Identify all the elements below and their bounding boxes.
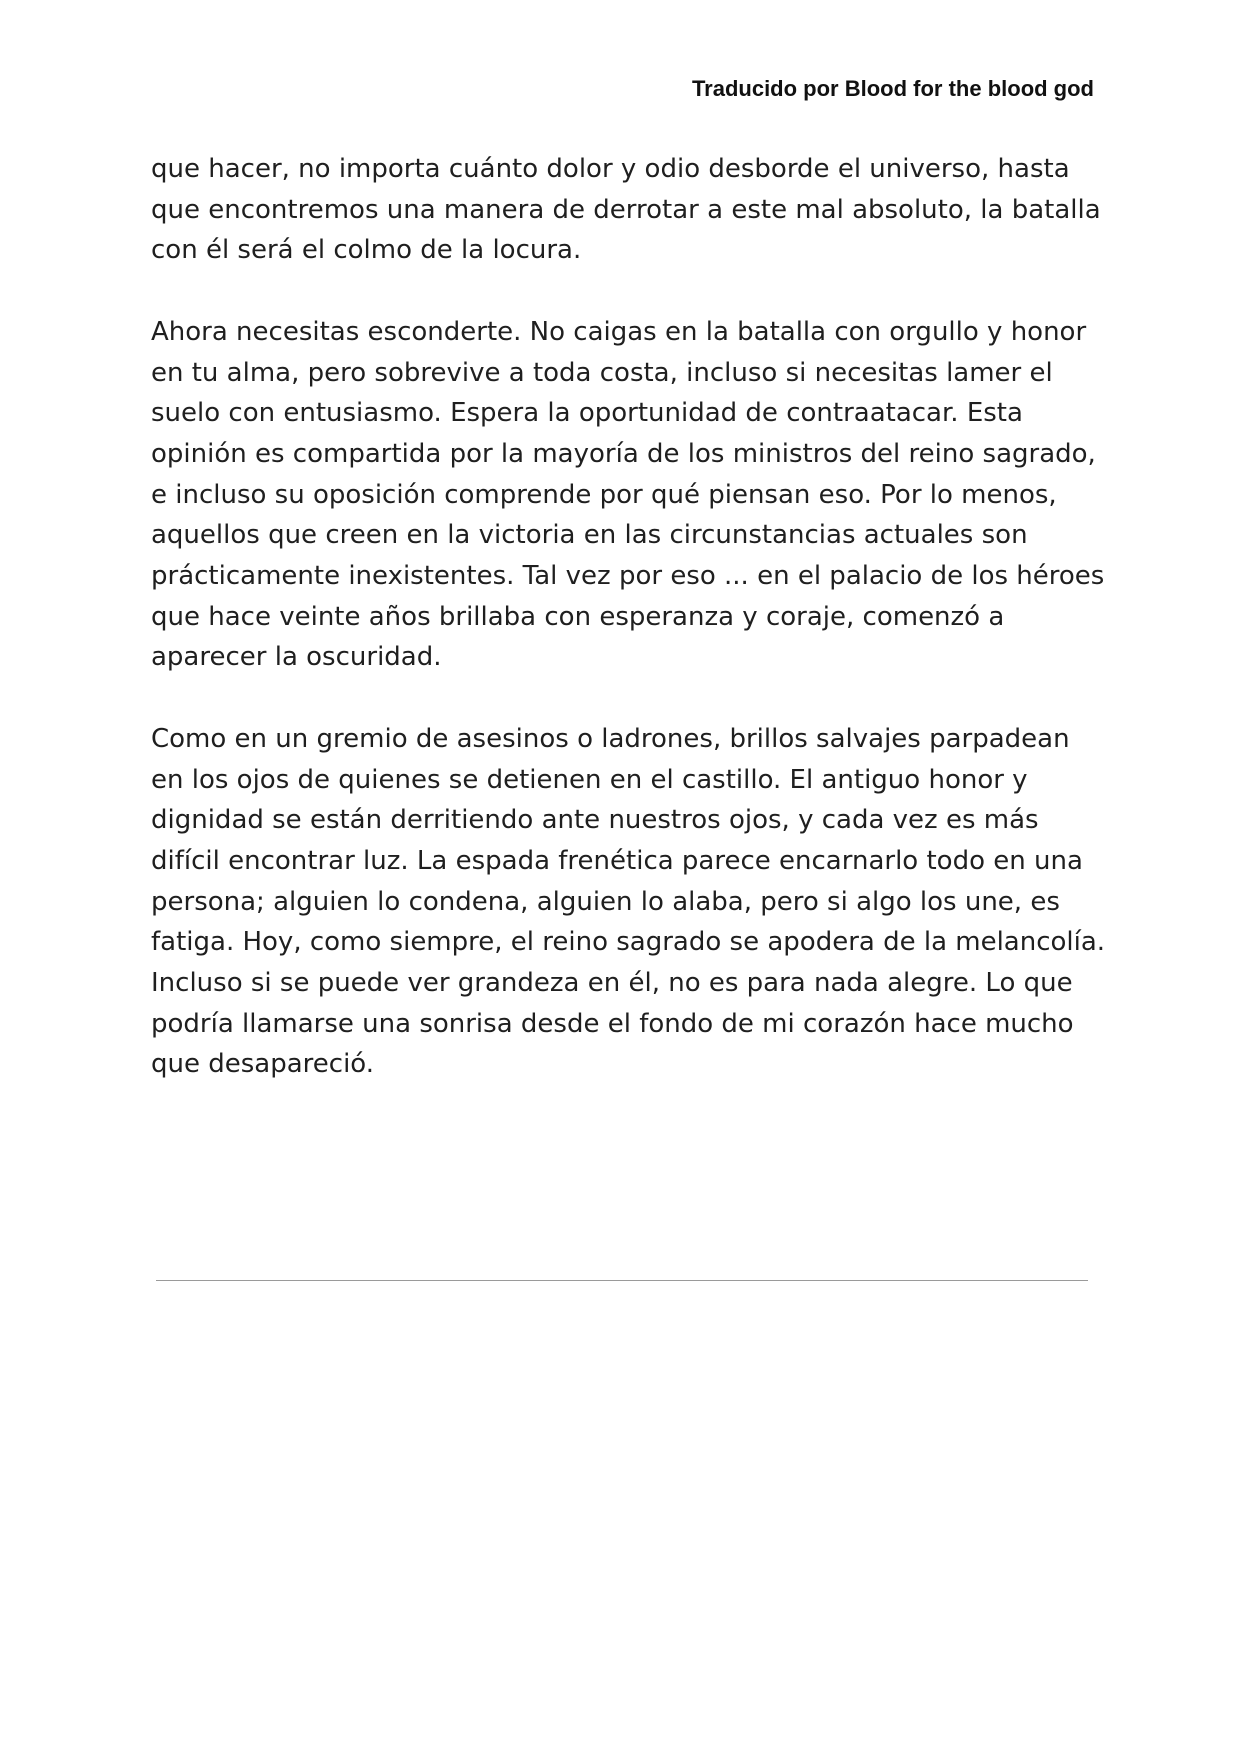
text-line: Como en un gremio de asesinos o ladrones, brillos salvajes parpadean [151, 723, 1070, 754]
text-line: suelo con entusiasmo. Espera la oportunidad de contraatacar. Esta [151, 398, 1023, 429]
text-line: podría llamarse una sonrisa desde el fondo de mi corazón hace mucho [151, 1008, 1074, 1039]
paragraph-3 [151, 719, 1111, 1085]
footnote-separator [156, 1280, 1088, 1281]
text-line: que hacer, no importa cuánto dolor y odio desborde el universo, hasta [151, 154, 1070, 184]
text-line: aparecer la oscuridad. [151, 642, 442, 673]
paragraph-1 [151, 149, 1111, 271]
text-line: Incluso si se puede ver grandeza en él, no es para nada alegre. Lo que [151, 968, 1073, 999]
text-line: dignidad se están derritiendo ante nuestros ojos, y cada vez es más [151, 805, 1039, 836]
text-line: que encontremos una manera de derrotar a este mal absoluto, la batalla [151, 194, 1101, 225]
text-line: con él será el colmo de la locura. [151, 235, 582, 266]
text-line: que hace veinte años brillaba con esperanza y coraje, comenzó a [151, 601, 1005, 632]
body-text [151, 149, 1111, 1126]
text-line: aquellos que creen en la victoria en las circunstancias actuales son [151, 520, 1028, 551]
paragraph-2 [151, 312, 1111, 678]
text-line: en tu alma, pero sobrevive a toda costa, incluso si necesitas lamer el [151, 357, 1053, 388]
text-line: en los ojos de quienes se detienen en el castillo. El antiguo honor y [151, 764, 1028, 795]
text-line: difícil encontrar luz. La espada frenética parece encarnarlo todo en una [151, 845, 1083, 876]
text-line: opinión es compartida por la mayoría de los ministros del reino sagrado, [151, 438, 1096, 469]
translator-credit: Traducido por Blood for the blood god [691, 76, 1094, 101]
text-line: e incluso su oposición comprende por qué piensan eso. Por lo menos, [151, 479, 1057, 510]
text-line: Ahora necesitas esconderte. No caigas en la batalla con orgullo y honor [151, 316, 1087, 347]
text-line: que desapareció. [151, 1049, 375, 1080]
text-line: prácticamente inexistentes. Tal vez por eso ... en el palacio de los héroes [151, 561, 1105, 592]
text-line: fatiga. Hoy, como siempre, el reino sagrado se apodera de la melancolía. [151, 927, 1106, 958]
text-line: persona; alguien lo condena, alguien lo alaba, pero si algo los une, es [151, 886, 1060, 917]
